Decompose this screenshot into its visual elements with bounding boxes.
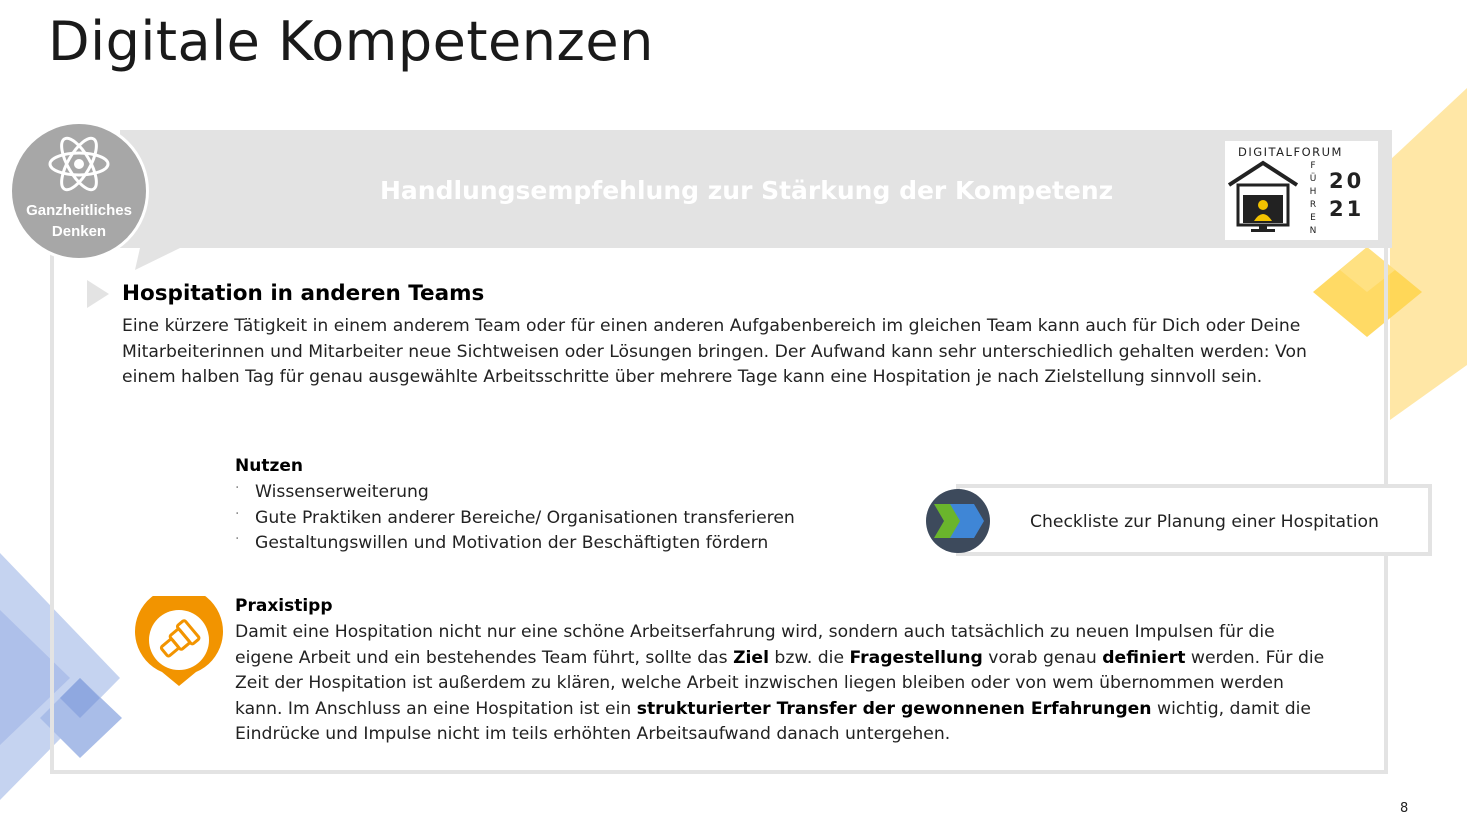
logo-letter: R (1309, 200, 1317, 210)
logo-year-bottom: 21 (1329, 197, 1365, 221)
badge-label-line1: Ganzheitliches (26, 202, 132, 219)
tip-text-part: bzw. die (768, 647, 850, 668)
nutzen-list (235, 480, 795, 557)
tip-text-bold: strukturierter Transfer der gewonnenen Erfahrungen (636, 698, 1152, 719)
tip-text-bold: definiert (1102, 647, 1186, 668)
logo-letter: Ü (1309, 174, 1317, 184)
section-heading: Hospitation in anderen Teams (122, 281, 485, 306)
tip-text-part: wichtig, damit die Eindrücke und Impulse nicht im teils erhöhten Arbeitsaufwand danach untergehen. (235, 698, 1311, 744)
logo-letter: E (1310, 213, 1316, 223)
tip-text-part: Damit eine Hospitation nicht nur eine schöne Arbeitserfahrung wird, sondern auch tatsächlich zu neuen Impulsen für die eigene Arbeit und ein bestehendes Team führt, sollte das (235, 622, 1275, 668)
list-item: · Wissenserweiterung (235, 480, 795, 506)
atom-icon (47, 128, 111, 200)
tip-text-bold: Ziel (733, 647, 769, 668)
tip-text-bold: Fragestellung (849, 647, 983, 668)
triangle-marker-icon (87, 280, 111, 310)
checklist-label[interactable]: Checkliste zur Planung einer Hospitation (1030, 512, 1379, 532)
page-number: 8 (1400, 801, 1409, 816)
logo-letter: H (1309, 187, 1317, 197)
logo-year-top: 20 (1329, 169, 1365, 193)
intro-text: Eine kürzere Tätigkeit in einem anderem Team oder für einen anderen Aufgabenbereich im gleichen Team kann auch für Dich oder Deine Mitarbeiterinnen und Mitarbeiter neue Sichtweisen oder Lösungen bringen. Der Aufwand kann sehr unterschiedlich gehalten werden: Von einem halben Tag für genau ausgewählte Arbeitsschritte über mehrere Tage kann eine Hospitation je nach Zielstellung sinnvoll sein. (122, 316, 1307, 388)
tip-text-part: vorab genau (982, 647, 1103, 668)
banner-title: Handlungsempfehlung zur Stärkung der Kompetenz (380, 176, 1114, 205)
praxistipp-heading: Praxistipp (235, 596, 333, 616)
chevron-right-icon[interactable] (924, 488, 992, 556)
badge-label-line2: Denken (51, 223, 107, 240)
logo-letter: F (1310, 161, 1316, 171)
list-item: · Gestaltungswillen und Motivation der Beschäftigten fördern (235, 531, 795, 557)
list-item: · Gute Praktiken anderer Bereiche/ Organisationen transferieren (235, 506, 795, 532)
house-with-monitor-person-icon (1229, 163, 1297, 232)
praxistipp-text (235, 620, 1325, 748)
slide-title: Digitale Kompetenzen (48, 10, 654, 73)
badge-label (12, 200, 146, 242)
logo-title: DIGITALFORUM (1238, 145, 1343, 159)
logo-letter: N (1309, 226, 1317, 236)
tip-text-part: werden. Für die Zeit der Hospitation ist außerdem zu klären, welche Arbeit inzwischen liegen bleiben oder von wem übernommen werden kann. Im Anschluss an eine Hospitation ist ein (235, 647, 1325, 719)
digitalforum-logo (1225, 141, 1378, 240)
checklist-link-box[interactable] (956, 484, 1432, 556)
nutzen-heading: Nutzen (235, 456, 303, 476)
telescope-icon (132, 596, 226, 690)
competency-badge (9, 121, 149, 261)
